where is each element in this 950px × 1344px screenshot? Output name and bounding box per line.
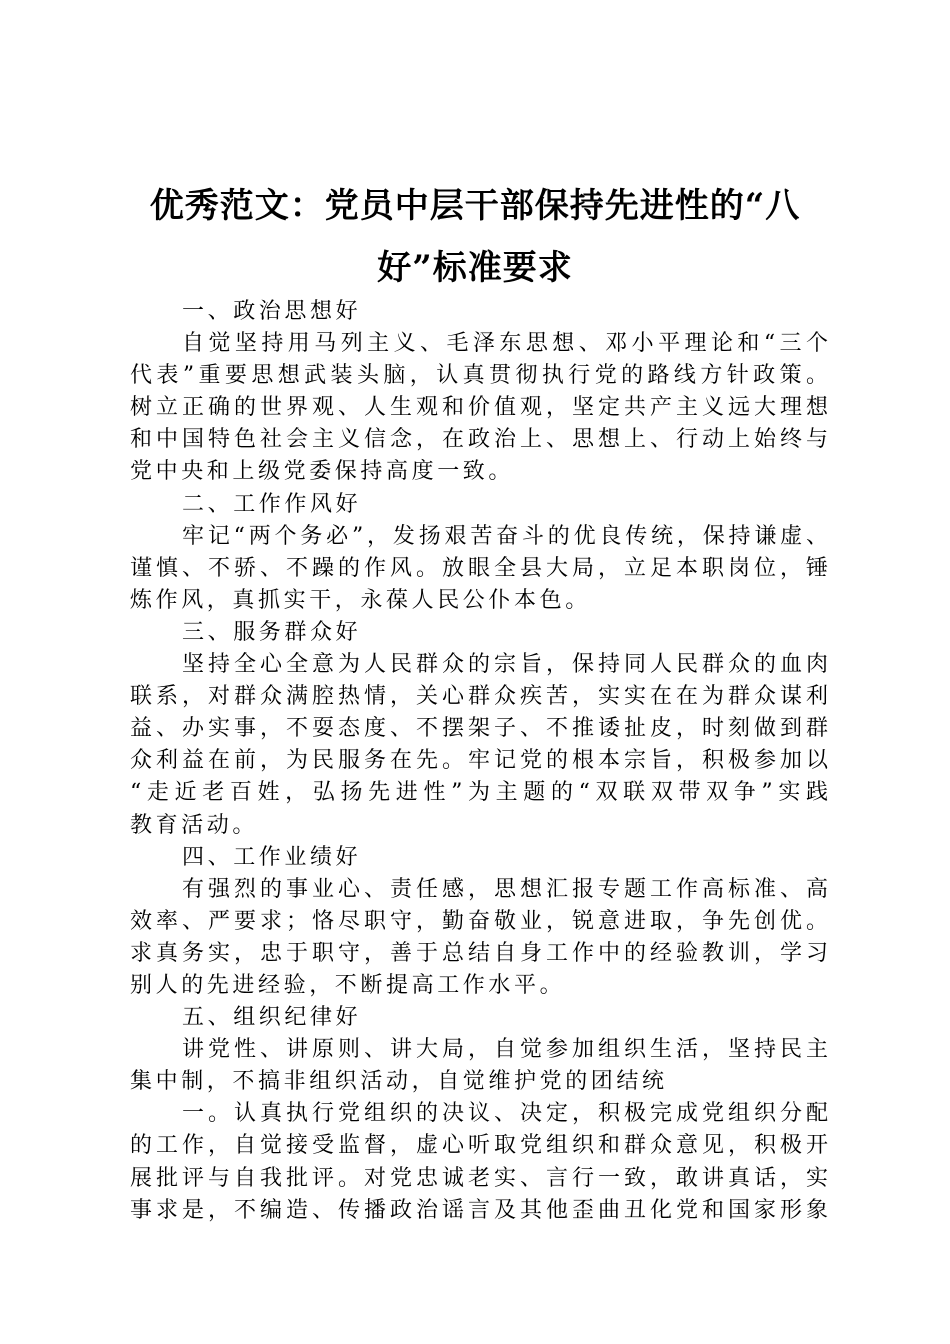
- section-heading-4: 四、工作业绩好: [182, 844, 362, 870]
- body-line: 一。认真执行党组织的决议、决定，积极完成党组织分配: [182, 1101, 828, 1127]
- body-line: 和中国特色社会主义信念，在政治上、思想上、行动上始终与: [130, 427, 828, 453]
- body-line: “走近老百姓，弘扬先进性”为主题的“双联双带双争”实践: [130, 780, 828, 806]
- body-line: 的工作，自觉接受监督，虚心听取党组织和群众意见，积极开: [130, 1133, 828, 1159]
- document-body: [130, 296, 850, 1227]
- body-line: 教育活动。: [130, 812, 259, 838]
- document-title-line-1: 优秀范文：党员中层干部保持先进性的“八: [149, 186, 801, 226]
- body-line: 谨慎、不骄、不躁的作风。放眼全县大局，立足本职岗位，锤: [130, 555, 828, 581]
- body-line: 树立正确的世界观、人生观和价值观，坚定共产主义远大理想: [130, 395, 828, 421]
- body-line: 展批评与自我批评。对党忠诚老实、言行一致，敢讲真话，实: [130, 1165, 828, 1191]
- body-line: 党中央和上级党委保持高度一致。: [130, 459, 515, 485]
- body-line: 炼作风，真抓实干，永葆人民公仆本色。: [130, 587, 591, 613]
- body-line: 坚持全心全意为人民群众的宗旨，保持同人民群众的血肉: [182, 652, 828, 678]
- section-heading-3: 三、服务群众好: [182, 619, 362, 645]
- body-line: 众利益在前，为民服务在先。牢记党的根本宗旨，积极参加以: [130, 748, 828, 774]
- section-heading-2: 二、工作作风好: [182, 491, 362, 517]
- body-line: 牢记“两个务必”，发扬艰苦奋斗的优良传统，保持谦虚、: [182, 523, 828, 549]
- body-line: 有强烈的事业心、责任感，思想汇报专题工作高标准、高: [182, 876, 828, 902]
- body-line: 集中制，不搞非组织活动，自觉维护党的团结统: [130, 1069, 668, 1095]
- body-line: 效率、严要求；恪尽职守，勤奋敬业，锐意进取，争先创优。: [130, 908, 828, 934]
- body-line: 讲党性、讲原则、讲大局，自觉参加组织生活，坚持民主: [182, 1037, 828, 1063]
- body-line: 益、办实事，不耍态度、不摆架子、不推诿扯皮，时刻做到群: [130, 716, 828, 742]
- body-line: 联系，对群众满腔热情，关心群众疾苦，实实在在为群众谋利: [130, 684, 828, 710]
- section-heading-5: 五、组织纪律好: [182, 1005, 362, 1031]
- body-line: 求真务实，忠于职守，善于总结自身工作中的经验教训，学习: [130, 940, 828, 966]
- body-line: 事求是，不编造、传播政治谣言及其他歪曲丑化党和国家形象: [130, 1197, 828, 1223]
- document-title-line-2: 好”标准要求: [377, 248, 573, 288]
- body-line: 别人的先进经验，不断提高工作水平。: [130, 972, 566, 998]
- body-line: 自觉坚持用马列主义、毛泽东思想、邓小平理论和“三个: [182, 331, 828, 357]
- body-line: 代表”重要思想武装头脑，认真贯彻执行党的路线方针政策。: [130, 363, 828, 389]
- section-heading-1: 一、政治思想好: [182, 299, 362, 324]
